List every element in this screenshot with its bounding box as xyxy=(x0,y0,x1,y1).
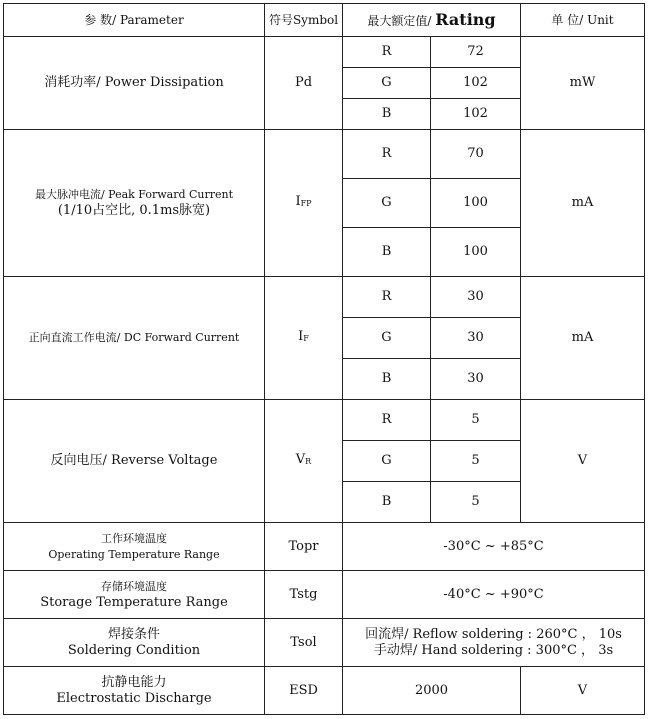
peak-symbol-main: I xyxy=(295,194,301,209)
header-rating-label: Rating xyxy=(435,9,496,29)
table-row xyxy=(4,523,645,571)
peak-value-r: 70 xyxy=(431,130,521,179)
dc-color-b: B xyxy=(343,359,431,400)
table-row xyxy=(4,571,645,619)
power-color-g: G xyxy=(343,68,431,99)
power-value-b: 102 xyxy=(431,99,521,130)
soldering-symbol: Tsol xyxy=(265,619,343,667)
peak-param-line1: 最大脉冲电流/ Peak Forward Current xyxy=(34,188,234,201)
peak-value-g: 100 xyxy=(431,179,521,228)
peak-symbol xyxy=(265,130,343,277)
storage-rating: -40°C ~ +90°C xyxy=(343,571,645,619)
header-parameter: 参 数/ Parameter xyxy=(4,4,265,37)
soldering-param xyxy=(4,619,265,667)
table-row xyxy=(4,619,645,667)
esd-param-cn: 抗静电能力 xyxy=(101,674,167,690)
operating-param-en: Operating Temperature Range xyxy=(48,547,220,561)
dc-color-r: R xyxy=(343,277,431,318)
table-row xyxy=(4,667,645,715)
reverse-color-r: R xyxy=(343,400,431,441)
ratings-table-document xyxy=(3,3,644,716)
dc-symbol-main: I xyxy=(298,329,304,344)
dc-value-g: 30 xyxy=(431,318,521,359)
table-row xyxy=(4,400,645,441)
storage-param xyxy=(4,571,265,619)
soldering-param-en: Soldering Condition xyxy=(67,642,201,658)
header-symbol: 符号Symbol xyxy=(265,4,343,37)
header-rating xyxy=(343,4,521,37)
peak-color-g: G xyxy=(343,179,431,228)
reverse-symbol xyxy=(265,400,343,523)
storage-param-en: Storage Temperature Range xyxy=(40,594,228,610)
header-unit: 单 位/ Unit xyxy=(521,4,645,37)
peak-param-line2: (1/10占空比, 0.1ms脉宽) xyxy=(57,203,211,218)
esd-param-en: Electrostatic Discharge xyxy=(56,690,212,706)
reverse-value-g: 5 xyxy=(431,441,521,482)
power-param: 消耗功率/ Power Dissipation xyxy=(4,37,265,130)
operating-rating: -30°C ~ +85°C xyxy=(343,523,645,571)
dc-value-b: 30 xyxy=(431,359,521,400)
esd-param xyxy=(4,667,265,715)
esd-symbol: ESD xyxy=(265,667,343,715)
peak-color-r: R xyxy=(343,130,431,179)
operating-symbol: Topr xyxy=(265,523,343,571)
dc-symbol-sub: F xyxy=(303,334,309,343)
absolute-max-ratings-table xyxy=(3,3,645,715)
operating-param-cn: 工作环境温度 xyxy=(101,531,167,545)
peak-param xyxy=(4,130,265,277)
power-value-r: 72 xyxy=(431,37,521,68)
peak-symbol-sub: FP xyxy=(300,199,312,208)
peak-color-b: B xyxy=(343,228,431,277)
reverse-unit: V xyxy=(521,400,645,523)
soldering-rating-hand: 手动焊/ Hand soldering : 300°C ， 3s xyxy=(373,642,614,658)
power-unit: mW xyxy=(521,37,645,130)
reverse-value-b: 5 xyxy=(431,482,521,523)
table-row xyxy=(4,277,645,318)
reverse-param: 反向电压/ Reverse Voltage xyxy=(4,400,265,523)
esd-rating: 2000 xyxy=(343,667,521,715)
reverse-color-b: B xyxy=(343,482,431,523)
peak-unit: mA xyxy=(521,130,645,277)
dc-param: 正向直流工作电流/ DC Forward Current xyxy=(4,277,265,400)
reverse-symbol-main: V xyxy=(295,452,306,467)
soldering-param-cn: 焊接条件 xyxy=(107,626,160,642)
power-symbol: Pd xyxy=(265,37,343,130)
reverse-value-r: 5 xyxy=(431,400,521,441)
dc-unit: mA xyxy=(521,277,645,400)
storage-param-cn: 存储环境温度 xyxy=(101,579,167,593)
power-color-b: B xyxy=(343,99,431,130)
table-row xyxy=(4,130,645,179)
soldering-rating xyxy=(343,619,645,667)
operating-param xyxy=(4,523,265,571)
esd-unit: V xyxy=(521,667,645,715)
soldering-rating-reflow: 回流焊/ Reflow soldering : 260°C ， 10s xyxy=(365,626,622,642)
storage-symbol: Tstg xyxy=(265,571,343,619)
power-color-r: R xyxy=(343,37,431,68)
table-row xyxy=(4,37,645,68)
reverse-symbol-sub: R xyxy=(305,457,312,466)
dc-value-r: 30 xyxy=(431,277,521,318)
power-value-g: 102 xyxy=(431,68,521,99)
dc-symbol xyxy=(265,277,343,400)
header-rating-prefix: 最大额定值/ xyxy=(367,13,436,28)
table-header-row xyxy=(4,4,645,37)
reverse-color-g: G xyxy=(343,441,431,482)
dc-color-g: G xyxy=(343,318,431,359)
peak-value-b: 100 xyxy=(431,228,521,277)
